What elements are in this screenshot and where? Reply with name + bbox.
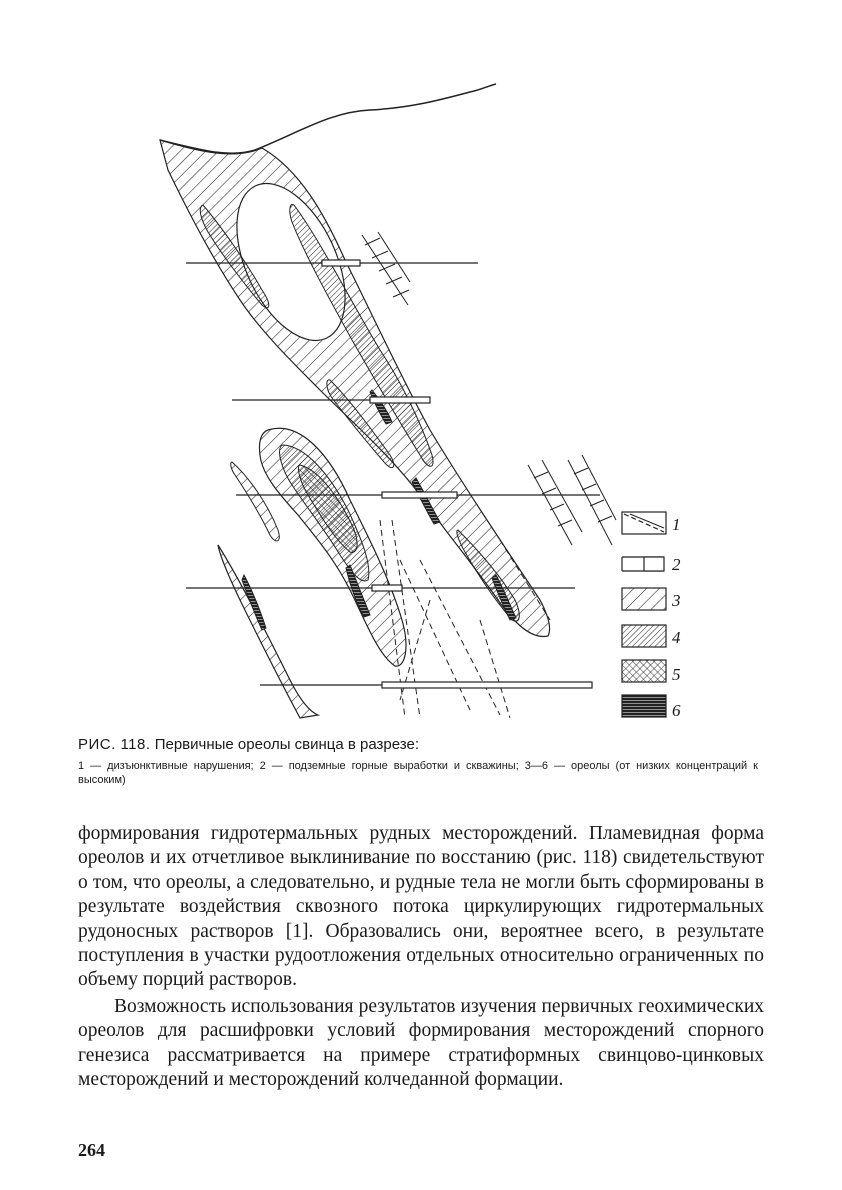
figure-title: Первичные ореолы свинца в разрезе:: [154, 736, 419, 753]
legend-item-1: [622, 512, 681, 534]
legend-item-6: [622, 695, 681, 720]
fault-zone-right-lower: [528, 455, 616, 545]
legend-label-4: 4: [672, 628, 681, 647]
caption-legend-text: 1 — дизъюнктивные нарушения; 2 — подземные горные выработки и скважины; 3—6 — ореолы (от низких концентраций к высоким): [78, 760, 758, 786]
figure-label: РИС. 118.: [78, 736, 151, 753]
legend-label-1: 1: [672, 515, 681, 534]
legend-item-5: [622, 660, 681, 684]
body-text: [78, 822, 764, 1092]
paragraph-2: Возможность использования результатов изучения первичных геохимических ореолов для расшифровки условий формирования месторождений спорного генезиса рассматривается на примере стратиформных свинцово-цинковых месторождений и месторождений колчеданной формации.: [78, 995, 764, 1091]
fault-zone-right-upper: [362, 232, 410, 305]
legend-label-3: 3: [672, 591, 681, 610]
legend-item-2: [622, 555, 681, 574]
legend-label-2: 2: [672, 555, 681, 574]
legend-label-5: 5: [672, 665, 681, 684]
figure-legend: [622, 512, 681, 720]
legend-item-4: [622, 625, 681, 647]
legend-label-6: 6: [672, 701, 681, 720]
figure-caption: [78, 736, 758, 787]
page-number: 264: [78, 1140, 105, 1160]
paragraph-1: формирования гидротермальных рудных месторождений. Пламевидная форма ореолов и их отчетливое выклинивание по восстанию (рис. 118) свидетельствуют о том, что ореолы, а следовательно, и рудные тела не могли быть сформированы в результате воздействия сквозного потока циркулирующих гидротермальных рудоносных растворов [1]. Образовались они, вероятнее всего, в результате поступления в участки рудоотложения отдельных относительно ограниченных по объему порций растворов.: [78, 823, 764, 991]
halo-zone-low-left-band: [218, 545, 318, 718]
lead-halo-section-figure: [150, 80, 710, 730]
caption-title: [78, 736, 758, 753]
ground-surface-line: [160, 84, 496, 153]
legend-item-3: [622, 588, 681, 610]
